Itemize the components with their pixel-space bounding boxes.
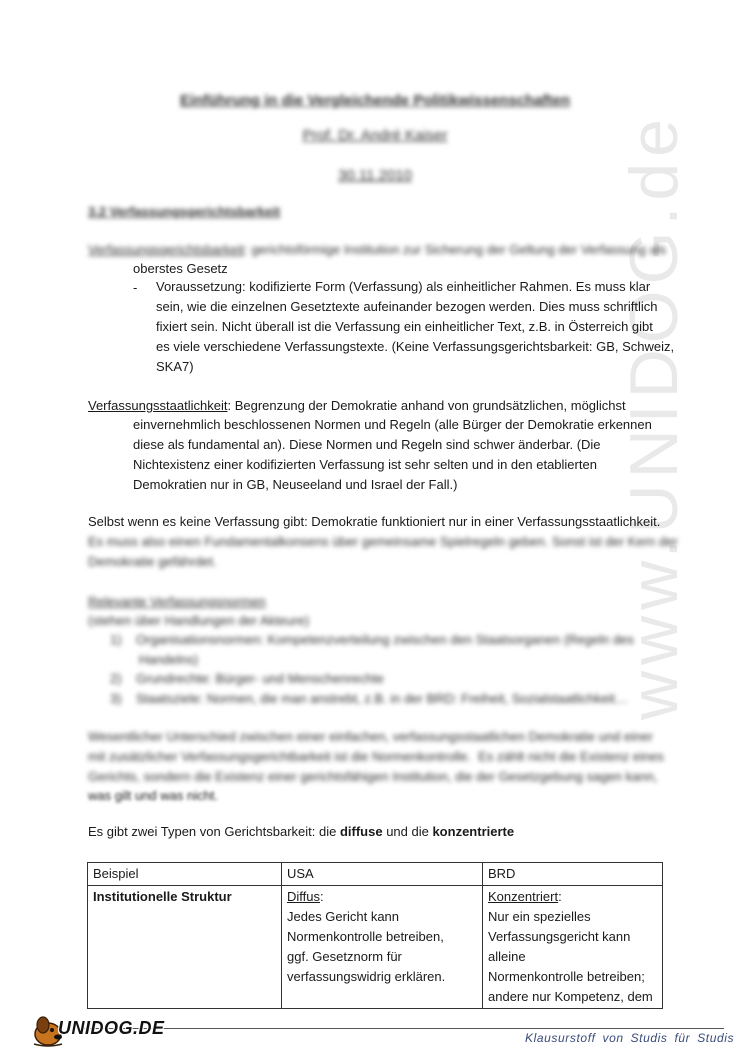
bullet-line: Voraussetzung: kodifizierte Form (Verfassung) als einheitlicher Rahmen. Es muss klar	[156, 279, 651, 294]
table-header-row	[88, 863, 663, 886]
comparison-table	[87, 862, 663, 1009]
section-heading: 3.2 Verfassungsgerichtsbarkeit	[88, 204, 281, 219]
usa-line: ggf. Gesetznorm für	[287, 949, 402, 964]
paragraph-line: Es muss also einen Fundamentalkonsens über gemeinsame Spielregeln geben. Sonst ist der Kern der	[88, 534, 678, 549]
table-cell-label	[88, 886, 282, 1009]
usa-line: Jedes Gericht kann	[287, 909, 400, 924]
watermark-text: www.UNIDOG.de	[616, 113, 692, 720]
brd-line: andere nur Kompetenz, dem	[488, 989, 653, 1004]
list-item: 1) Organisationsnormen: Kompetenzverteilung zwischen den Staatsorganen (Regeln des	[110, 632, 634, 647]
paragraph-line: einvernehmlich beschlossenen Normen und Regeln (alle Bürger der Demokratie erkennen	[133, 417, 652, 432]
list-item: 2) Grundrechte: Bürger- und Menschenrechte	[110, 671, 384, 686]
paragraph-line: mit zusätzlicher Verfassungsgerichtbarkeit ist die Normenkontrolle. Es zählt nicht die Existenz eines	[88, 749, 664, 764]
document-date: 30.11.2010	[338, 167, 412, 184]
norms-subheading: (stehen über Handlungen der Akteure)	[88, 613, 310, 628]
bullet-line: SKA7)	[156, 359, 194, 374]
term-verfassungsgerichtsbarkeit: Verfassungsgerichtsbarkeit	[88, 242, 245, 257]
norms-heading: Relevante Verfassungsnormen	[88, 594, 266, 609]
table-header-cell: BRD	[483, 863, 663, 886]
term-verfassungsstaatlichkeit: Verfassungsstaatlichkeit	[88, 398, 228, 413]
usa-line: Normenkontrolle betreiben,	[287, 929, 444, 944]
definition-text: : gerichtsförmige Institution zur Sicherung der Geltung der Verfassung als	[244, 242, 667, 257]
paragraph-line: Selbst wenn es keine Verfassung gibt: Demokratie funktioniert nur in einer Verfassungsstaatlichkeit.	[88, 514, 661, 529]
types-mid: und die	[382, 824, 433, 839]
type-konzentrierte: konzentrierte	[432, 824, 515, 839]
paragraph-line: diese als fundamental an). Diese Normen und Regeln sind schwer änderbar. (Die	[133, 437, 601, 452]
definition-continuation: oberstes Gesetz	[133, 261, 228, 276]
table-header-cell: Beispiel	[88, 863, 282, 886]
table-cell-brd	[483, 886, 663, 1009]
brd-line: Verfassungsgericht kann alleine	[488, 929, 631, 964]
types-prefix: Es gibt zwei Typen von Gerichtsbarkeit: die	[88, 824, 340, 839]
document-title: Einführung in die Vergleichende Politikwissenschaften	[179, 92, 571, 109]
paragraph-line: Gerichts, sondern die Existenz einer gerichtsfähigen Institution, die der Gesetzgebung sagen kann,	[88, 769, 658, 784]
brd-line: Normenkontrolle betreiben;	[488, 969, 645, 984]
paragraph-verfassungsstaatlichkeit	[88, 396, 626, 416]
paragraph-verfassungsgerichtsbarkeit	[88, 240, 666, 260]
paragraph-line: was gilt und was nicht.	[88, 788, 219, 803]
list-item: Handelns)	[110, 652, 199, 667]
brd-colon: :	[558, 889, 562, 904]
bullet-line: fixiert sein. Nicht überall ist die Verfassung ein einheitlicher Text, z.B. in Österreich gibt	[156, 319, 653, 334]
usa-colon: :	[320, 889, 324, 904]
logo-text: UNIDOG.DE	[58, 1018, 165, 1038]
gerichtsbarkeit-types	[88, 822, 514, 842]
type-diffuse: diffuse	[339, 824, 383, 839]
footer-tagline: Klausurstoff von Studis für Studis	[525, 1031, 735, 1045]
paragraph-line: Wesentlicher Unterschied zwischen einer einfachen, verfassungsstaatlichen Demokratie und einer	[88, 729, 653, 744]
table-cell-usa	[282, 886, 483, 1009]
bullet-line: sein, wie die einzelnen Gesetztexte aufeinander bezogen werden. Dies muss schriftlich	[156, 299, 658, 314]
table-row	[88, 886, 663, 1009]
brd-line: Nur ein spezielles	[488, 909, 591, 924]
table-header-cell: USA	[282, 863, 483, 886]
document-author: Prof. Dr. André Kaiser	[302, 127, 448, 144]
bullet-line: es viele verschiedene Verfassungstexte. (Keine Verfassungsgerichtsbarkeit: GB, Schweiz,	[156, 339, 675, 354]
list-item: 3) Staatsziele: Normen, die man anstrebt, z.B. in der BRD: Freiheit, Sozialstaatlichkeit…	[110, 691, 629, 706]
bullet-dash: -	[133, 280, 138, 295]
definition-text: : Begrenzung der Demokratie anhand von grundsätzlichen, möglichst	[227, 398, 626, 413]
usa-title: Diffus	[287, 889, 320, 904]
footer-divider	[84, 1028, 724, 1029]
usa-line: verfassungswidrig erklären.	[287, 969, 446, 984]
paragraph-line: Nichtexistenz einer kodifizierten Verfassung ist sehr selten und in den etablierten	[133, 457, 597, 472]
paragraph-line: Demokratien nur in GB, Neuseeland und Israel der Fall.)	[133, 477, 458, 492]
brd-title: Konzentriert	[488, 889, 559, 904]
row-label: Institutionelle Struktur	[93, 889, 232, 904]
paragraph-line: Demokratie gefährdet.	[88, 554, 217, 569]
